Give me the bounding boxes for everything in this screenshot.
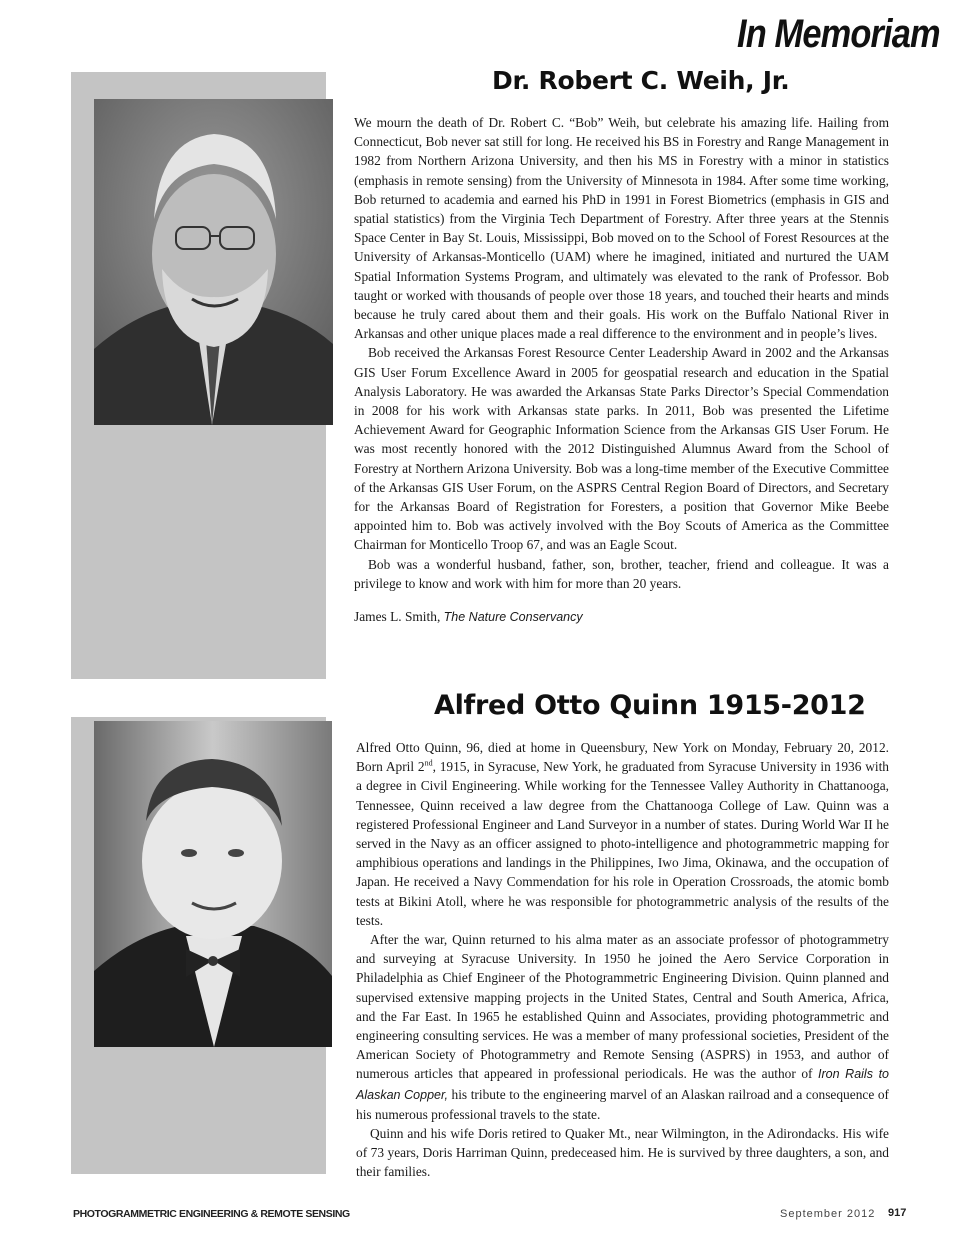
obituary-body-quinn [356, 738, 889, 1182]
paragraph [356, 930, 889, 1124]
ordinal-suffix: nd [424, 758, 433, 768]
text-run: his tribute to the engineering marvel of an Alaskan railroad and a consequence of his numerous professional travels to the state. [356, 1086, 889, 1122]
paragraph [356, 738, 889, 930]
obituary-title-weih: Dr. Robert C. Weih, Jr. [492, 66, 790, 95]
footer-issue-date: September 2012 [780, 1208, 876, 1220]
paragraph: Quinn and his wife Doris retired to Quaker Mt., near Wilmington, in the Adirondacks. His wife of 73 years, Doris Harriman Quinn, predeceased him. He is survived by three daughters, a son, and their families. [356, 1126, 889, 1180]
portrait-photo-quinn [94, 721, 332, 1047]
book-title: Iron Rails to Alaskan Copper, [356, 1067, 889, 1102]
text-run: Alfred Otto Quinn, 96, died at home in Queensbury, New York on Monday, February 20, 2012. Born April 2 [356, 740, 889, 775]
byline [354, 607, 889, 627]
portrait-photo-weih [94, 99, 333, 425]
footer-journal-name: PHOTOGRAMMETRIC ENGINEERING & REMOTE SENSING [73, 1208, 350, 1220]
paragraph: Bob received the Arkansas Forest Resource Center Leadership Award in 2002 and the Arkansas GIS User Forum Excellence Award in 2005 for geospatial research and education in the Spatial Analysis Laboratory. He was awarded the Arkansas State Parks Director’s Special Commendation in 2008 for his work with Arkansas state parks. In 2011, Bob was presented the Lifetime Achievement Award for Geographic Information Science from the Arkansas GIS User Forum. He was most recently honored with the 2012 Distinguished Alumnus Award from the School of Forestry at Northern Arizona University. Bob was a long-time member of the Executive Committee of the Arkansas GIS User Forum, on the ASPRS Central Region Board of Directors, and Secretary for the Arkansas Board of Registration for Foresters, a position that Governor Mike Beebe appointed him to. Bob was actively involved with the Boy Scouts of America as the Committee Chairman for Monticello Troop 67, and was an Eagle Scout. [354, 345, 889, 553]
text-run: , 1915, in Syracuse, New York, he graduated from Syracuse University in 1936 with a degree in Civil Engineering. While working for the Tennessee Valley Authority in Chattanooga, Tennessee, Quinn received a law degree from the Chattanooga College of Law. Quinn was a registered Professional Engineer and Land Surveyor in a number of states. During World War II he served in the Navy as an officer assigned to photo-intelligence and photogrammetric mapping for amphibious operations and landings in the Philippines, Iwo Jima, Okinawa, and the occupation of Japan. He received a Navy Commendation for his role in Operation Crossroads, the atomic bomb tests at Bikini Atoll, where he was responsible for photogrammetric analysis of the results of the tests. [356, 759, 889, 928]
obituary-title-quinn: Alfred Otto Quinn 1915-2012 [434, 690, 866, 721]
footer-page-number: 917 [888, 1207, 907, 1219]
byline-author: James L. Smith, [354, 609, 441, 625]
obituary-body-weih [354, 113, 889, 627]
byline-organization: The Nature Conservancy [443, 610, 583, 625]
paragraph: Bob was a wonderful husband, father, son, brother, teacher, friend and colleague. It was a privilege to know and work with him for more than 20 years. [354, 556, 889, 591]
text-run: After the war, Quinn returned to his alma mater as an associate professor of photogrammetry and surveying at Syracuse University. In 1950 he joined the Aero Service Corporation in Philadelphia as Chief Engineer of the Photogrammetric Engineering Division. Quinn planned and supervised extensive mapping projects in the United States, Central and South America, Africa, and the Far East. In 1965 he established Quinn and Associates, providing photogrammetric and engineering consulting services. He was a member of many professional societies, President of the American Society of Photogrammetry and Remote Sensing (ASPRS) in 1953, and author of numerous articles that appeared in professional periodicals. He was the author of [356, 932, 889, 1082]
section-title: In Memoriam [737, 12, 940, 56]
paragraph: We mourn the death of Dr. Robert C. “Bob” Weih, but celebrate his amazing life. Hailing from Connecticut, Bob never sat still for long. He received his BS in Forestry and Range Management in 1982 from Northern Arizona University, and then his MS in Forestry with a minor in statistics (emphasis in remote sensing) from the University of Minnesota in 1984. After some time working, Bob returned to academia and earned his PhD in 1991 in Forest Biometrics (emphasis in GIS and spatial statistics) from the Virginia Tech Department of Forestry. After three years at the Stennis Space Center in Bay St. Louis, Mississippi, Bob moved on to the School of Forest Resources at the University of Arkansas-Monticello (UAM) where he imagined, initiated and nurtured the UAM Spatial Information Systems Program, and ultimately was elevated to the rank of Professor. Bob taught or worked with thousands of people over those 18 years, and touched their hearts and minds because he truly cared about them and their goals. His work on the Buffalo National River in Arkansas and other unique places made a real difference to the environment and in people’s lives. [354, 115, 889, 342]
